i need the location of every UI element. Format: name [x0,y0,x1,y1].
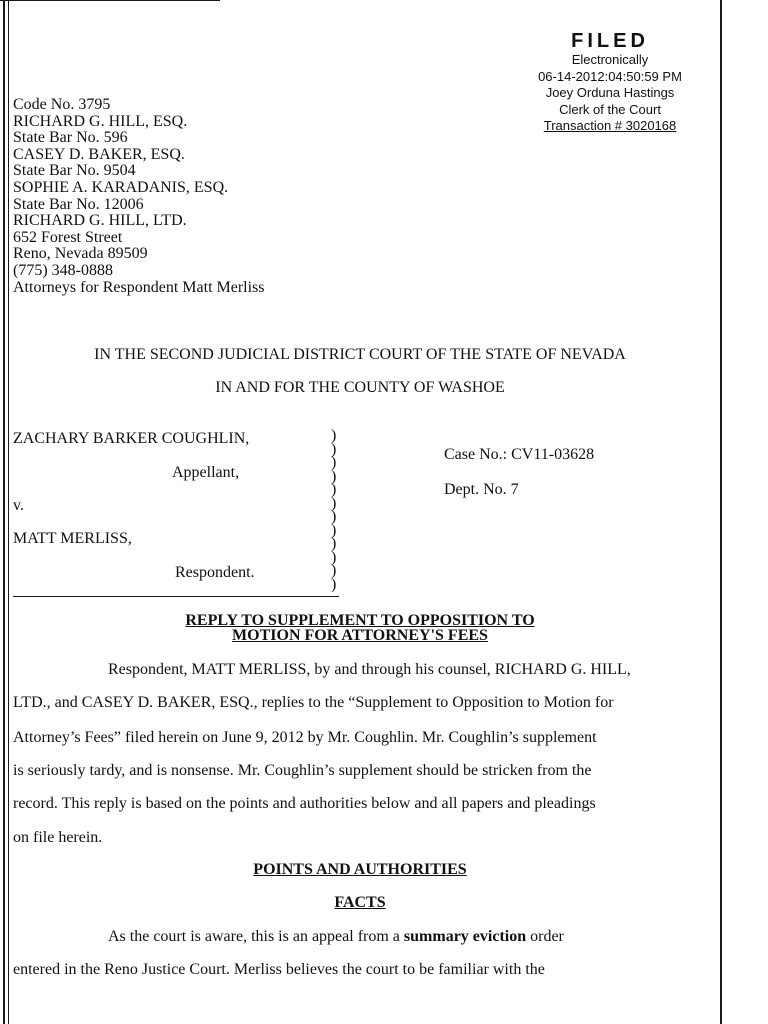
body-line: Respondent, MATT MERLISS, by and through his counsel, RICHARD G. HILL, [108,661,631,678]
points-authorities-heading: POINTS AND AUTHORITIES [253,861,467,878]
stamp-line: Clerk of the Court [559,101,661,117]
paren-mark: ) [331,535,337,552]
paren-mark: ) [331,454,337,471]
right-margin-rule [720,0,722,1024]
attorney-line: CASEY D. BAKER, ESQ. [13,145,185,163]
facts-heading: FACTS [334,894,386,911]
paren-mark: ) [331,548,337,566]
body-line: record. This reply is based on the points and authorities below and all papers and pleadings [13,795,596,812]
appellant-name: ZACHARY BARKER COUGHLIN, [13,430,250,447]
paren-mark: ) [331,427,337,444]
body-line: on file herein. [13,829,103,846]
facts-text: order [526,928,564,945]
case-number: Case No.: CV11-03628 [444,446,595,463]
facts-text: As the court is aware, this is an appeal from a [108,928,404,945]
paren-mark: ) [331,575,337,593]
attorney-line: 652 Forest Street [13,228,123,246]
paren-mark: ) [331,481,337,498]
caption-bracket [331,429,336,591]
attorney-line: Attorneys for Respondent Matt Merliss [13,278,265,296]
attorney-line: RICHARD G. HILL, ESQ. [13,112,188,130]
caption-underline [13,596,339,597]
attorney-line: State Bar No. 12006 [13,195,144,213]
filing-stamp [520,30,700,135]
attorney-line: (775) 348-0888 [13,261,113,279]
document-title-line2: MOTION FOR ATTORNEY'S FEES [232,627,488,644]
body-line: LTD., and CASEY D. BAKER, ESQ., replies to the “Supplement to Opposition to Motion for [13,694,614,711]
respondent-role: Respondent. [175,564,255,581]
stamp-filed: FILED [571,30,649,52]
paren-mark: ) [331,494,337,512]
attorney-block [13,97,265,296]
paren-mark: ) [331,467,337,485]
body-line: Attorney’s Fees” filed herein on June 9, 2012 by Mr. Coughlin. Mr. Coughlin’s supplement [13,729,597,746]
attorney-line: SOPHIE A. KARADANIS, ESQ. [13,178,229,196]
stamp-line: 06-14-2012:04:50:59 PM [538,68,682,84]
attorney-line: RICHARD G. HILL, LTD. [13,212,187,230]
paren-mark: ) [331,440,337,458]
court-name-line: IN THE SECOND JUDICIAL DISTRICT COURT OF THE STATE OF NEVADA [94,346,626,363]
body-line: is seriously tardy, and is nonsense. Mr. Coughlin’s supplement should be stricken from the [13,762,592,779]
stamp-line: Electronically [571,52,649,67]
attorney-line: Reno, Nevada 89509 [13,245,148,263]
paren-mark: ) [331,521,337,539]
facts-line [13,928,713,946]
county-line: IN AND FOR THE COUNTY OF WASHOE [215,379,505,396]
top-edge-line [0,0,220,1]
paren-mark: ) [331,562,337,579]
department-number: Dept. No. 7 [444,481,519,498]
attorney-line: State Bar No. 596 [13,129,128,147]
attorney-line: State Bar No. 9504 [13,162,136,180]
versus-label: v. [13,497,24,514]
respondent-name: MATT MERLISS, [13,530,132,547]
document-title-line1: REPLY TO SUPPLEMENT TO OPPOSITION TO [185,612,535,629]
appellant-role: Appellant, [172,464,240,481]
facts-line: entered in the Reno Justice Court. Merliss believes the court to be familiar with the [13,961,545,978]
attorney-line: Code No. 3795 [13,96,111,113]
paren-mark: ) [331,508,337,525]
summary-eviction-emphasis: summary eviction [403,928,527,945]
stamp-line: Joey Orduna Hastings [545,85,675,100]
stamp-transaction: Transaction # 3020168 [543,118,677,133]
